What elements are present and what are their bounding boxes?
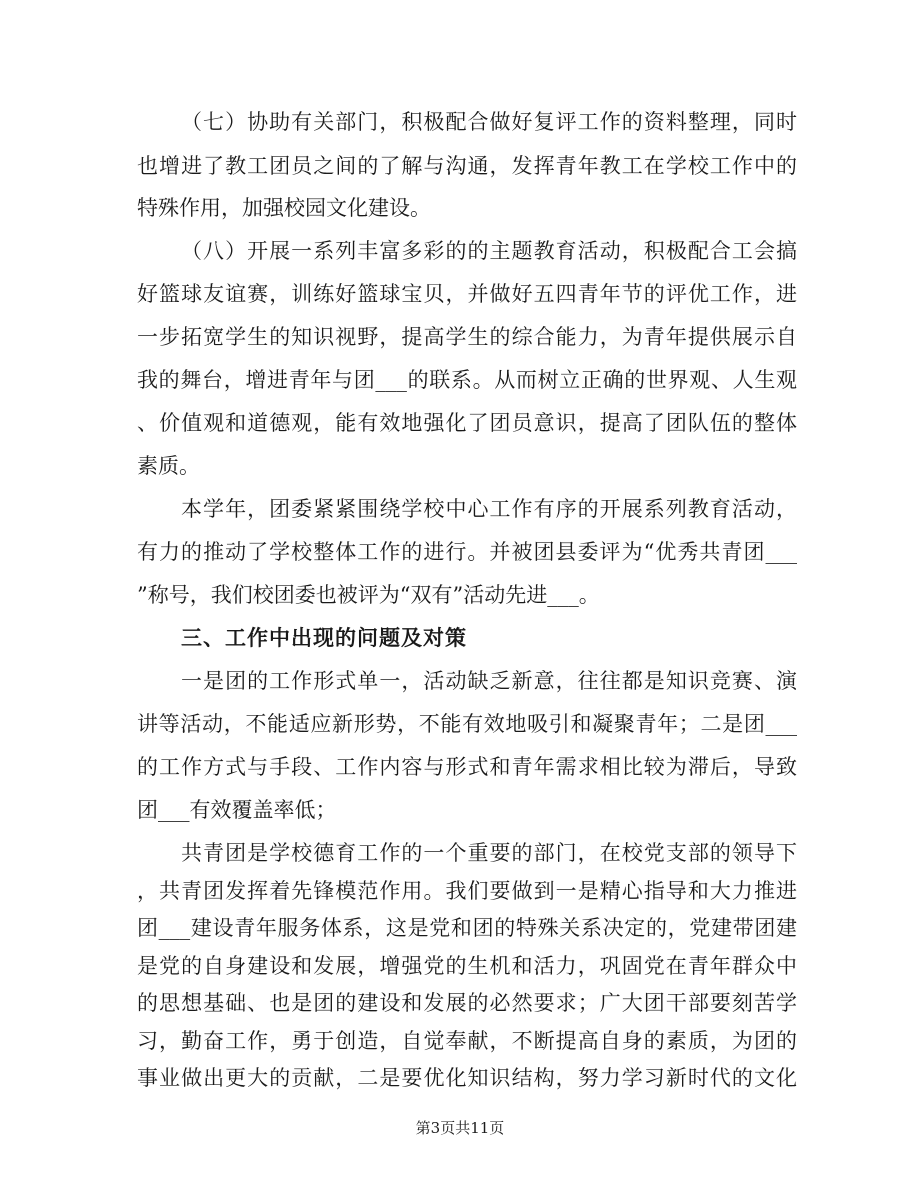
paragraph-8-line-2: 好篮球友谊赛，训练好篮球宝贝，并做好五四青年节的评优工作，进: [137, 282, 797, 306]
summary-line-1: 本学年，团委紧紧围绕学校中心工作有序的开展系列教育活动，: [181, 497, 797, 521]
paragraph-8-line-5: 、价值观和道德观，能有效地强化了团员意识，提高了团队伍的整体: [137, 411, 797, 435]
paragraph-7-line-1: （七）协助有关部门，积极配合做好复评工作的资料整理，同时: [181, 110, 797, 134]
measures-line-3: 团___建设青年服务体系，这是党和团的特殊关系决定的，党建带团建: [137, 916, 797, 940]
paragraph-7-line-3: 特殊作用，加强校园文化建设。: [137, 196, 431, 220]
measures-line-6: 习，勤奋工作，勇于创造，自觉奉献，不断提高自身的素质，为团的: [137, 1028, 797, 1053]
summary-line-2: 有力的推动了学校整体工作的进行。并被团县委评为“优秀共青团___: [137, 540, 797, 564]
measures-line-7: 事业做出更大的贡献，二是要优化知识结构，努力学习新时代的文化: [137, 1066, 797, 1090]
summary-line-3: ”称号，我们校团委也被评为“双有”活动先进___。: [137, 583, 600, 607]
paragraph-7-line-2: 也增进了教工团员之间的了解与沟通，发挥青年教工在学校工作中的: [137, 154, 797, 178]
paragraph-8-line-3: 一步拓宽学生的知识视野，提高学生的综合能力，为青年提供展示自: [137, 325, 797, 349]
problems-line-4: 团___有效覆盖率低；: [137, 798, 337, 822]
measures-line-5: 的思想基础、也是团的建设和发展的必然要求；广大团干部要刻苦学: [137, 991, 797, 1015]
problems-line-3: 的工作方式与手段、工作内容与形式和青年需求相比较为滞后，导致: [137, 755, 797, 779]
problems-line-2: 讲等活动，不能适应新形势，不能有效地吸引和凝聚青年；二是团___: [137, 712, 797, 736]
measures-line-1: 共青团是学校德育工作的一个重要的部门，在校党支部的领导下: [181, 841, 797, 865]
paragraph-8-line-6: 素质。: [137, 454, 200, 478]
paragraph-8-line-1: （八）开展一系列丰富多彩的的主题教育活动，积极配合工会搞: [181, 239, 797, 263]
page-number-footer: 第3页共11页: [415, 1119, 505, 1137]
measures-line-2: ，共青团发挥着先锋模范作用。我们要做到一是精心指导和大力推进: [137, 878, 797, 903]
section-heading: 三、工作中出现的问题及对策: [181, 626, 467, 650]
measures-line-4: 是党的自身建设和发展，增强党的生机和活力，巩固党在青年群众中: [137, 953, 797, 978]
problems-line-1: 一是团的工作形式单一，活动缺乏新意，往往都是知识竞赛、演: [181, 669, 797, 693]
paragraph-8-line-4: 我的舞台，增进青年与团___的联系。从而树立正确的世界观、人生观: [137, 368, 797, 392]
